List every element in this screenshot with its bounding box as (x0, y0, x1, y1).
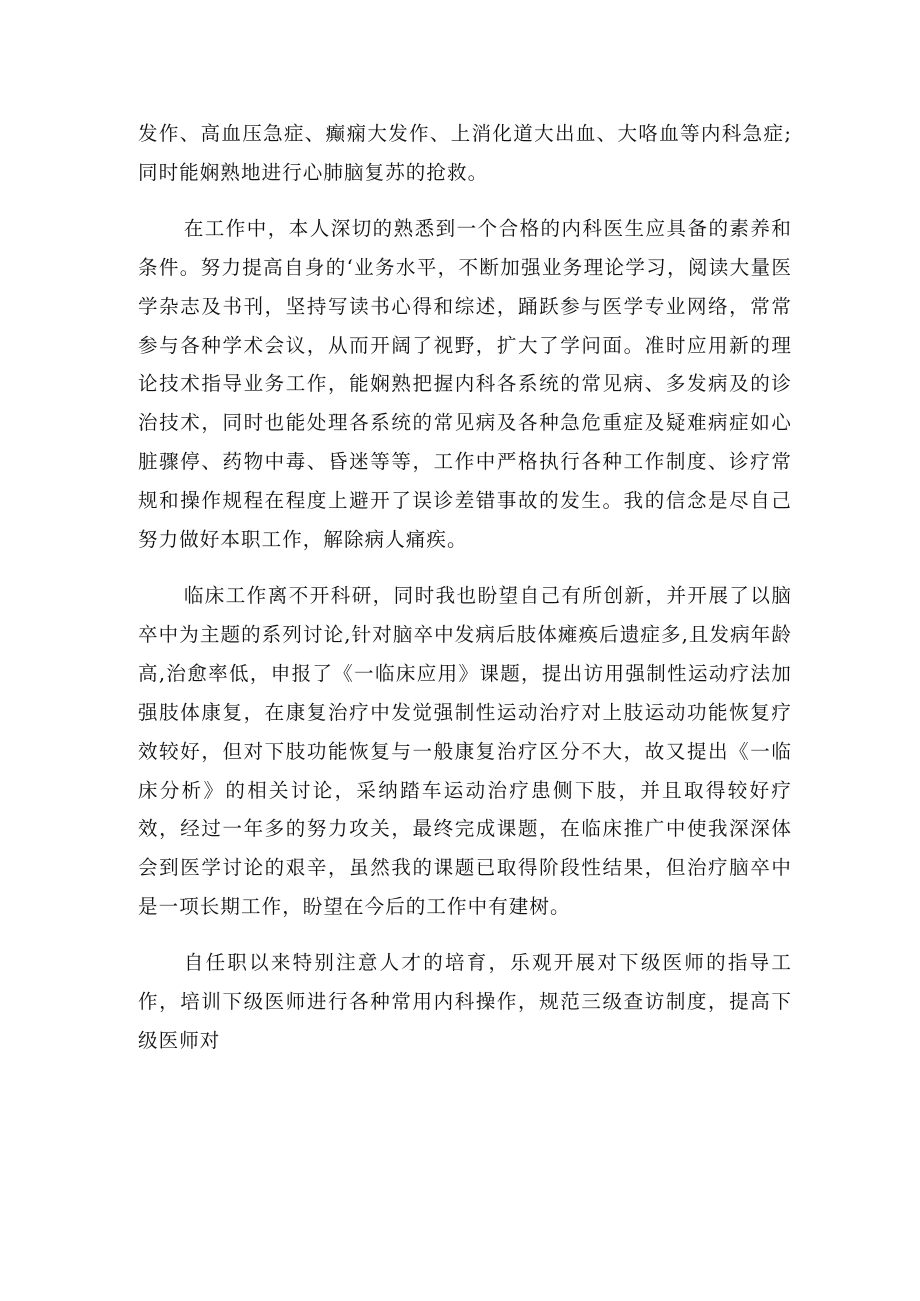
paragraph-talent-training: 自任职以来特别注意人才的培育，乐观开展对下级医师的指导工作，培训下级医师进行各种常用内科操作，规范三级查访制度，提高下级医师对 (138, 951, 792, 1052)
paragraph-professional-development: 在工作中，本人深切的熟悉到一个合格的内科医生应具备的素养和条件。努力提高自身的‘业务水平，不断加强业务理论学习，阅读大量医学杂志及书刊，坚持写读书心得和综述，踊跃参与医学专业网络，常常参与各种学术会议，从而开阔了视野，扩大了学问面。准时应用新的理论技术指导业务工作，能娴熟把握内科各系统的常见病、多发病及的诊治技术，同时也能处理各系统的常见病及各种急危重症及疑难病症如心脏骤停、药物中毒、昏迷等等，工作中严格执行各种工作制度、诊疗常规和操作规程在程度上避开了误诊差错事故的发生。我的信念是尽自己努力做好本职工作，解除病人痛疾。 (138, 216, 792, 552)
paragraph-emergency-skills: 发作、高血压急症、癫痫大发作、上消化道大出血、大咯血等内科急症;同时能娴熟地进行心肺脑复苏的抢救。 (138, 122, 792, 184)
document-body (138, 115, 792, 1078)
paragraph-clinical-research: 临床工作离不开科研，同时我也盼望自己有所创新，并开展了以脑卒中为主题的系列讨论,针对脑卒中发病后肢体瘫痪后遗症多,且发病年龄高,治愈率低，申报了《一临床应用》课题，提出访用强制性运动疗法加强肢体康复，在康复治疗中发觉强制性运动治疗对上肢运动功能恢复疗效较好，但对下肢功能恢复与一般康复治疗区分不大，故又提出《一临床分析》的相关讨论，采纳踏车运动治疗患侧下肢，并且取得较好疗效，经过一年多的努力攻关，最终完成课题，在临床推广中使我深深体会到医学讨论的艰辛，虽然我的课题已取得阶段性结果，但治疗脑卒中是一项长期工作，盼望在今后的工作中有建树。 (138, 583, 792, 919)
